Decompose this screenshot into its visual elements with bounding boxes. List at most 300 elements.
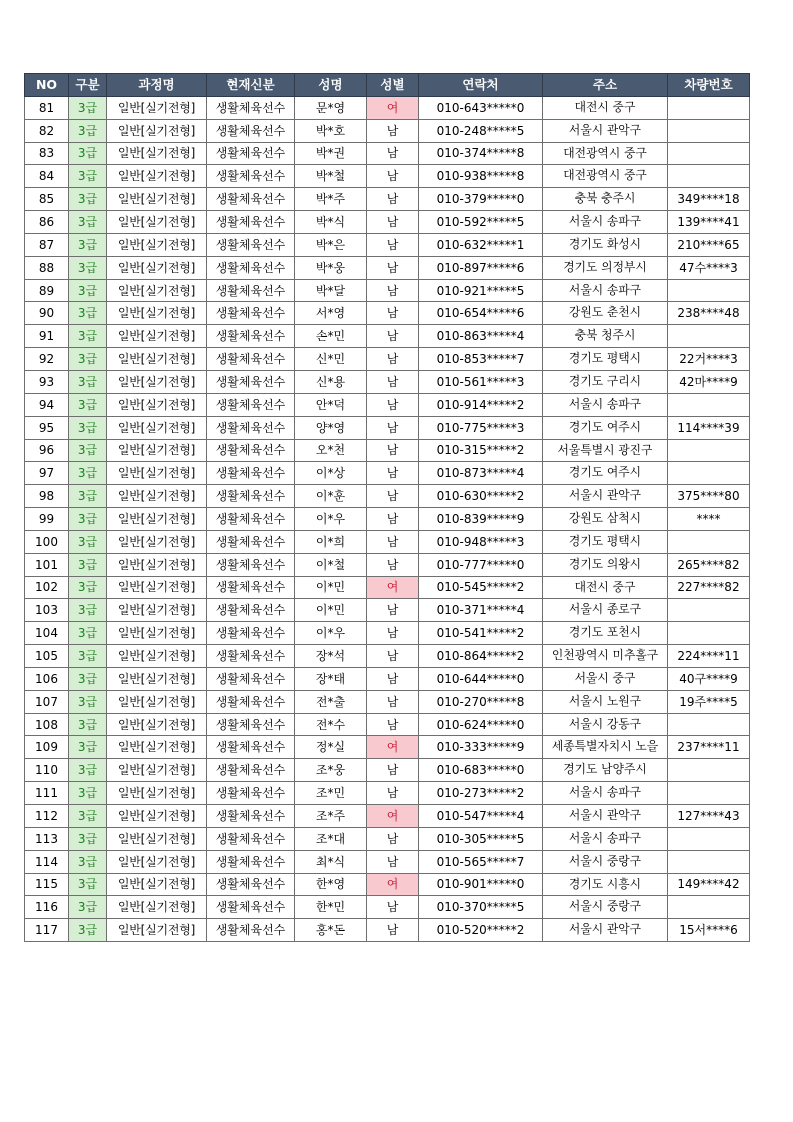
cell-course: 일반[실기전형] <box>107 805 207 828</box>
cell-course: 일반[실기전형] <box>107 325 207 348</box>
cell-address: 서울시 송파구 <box>543 782 668 805</box>
cell-course: 일반[실기전형] <box>107 393 207 416</box>
cell-name: 조*주 <box>295 805 367 828</box>
cell-no: 85 <box>25 188 69 211</box>
cell-name: 이*훈 <box>295 485 367 508</box>
cell-grade: 3급 <box>69 713 107 736</box>
table-row <box>25 302 750 325</box>
cell-gender: 남 <box>367 302 419 325</box>
cell-contact: 010-914*****2 <box>419 393 543 416</box>
cell-gender: 남 <box>367 142 419 165</box>
cell-vehicle: 238****48 <box>668 302 750 325</box>
cell-gender: 남 <box>367 370 419 393</box>
cell-grade: 3급 <box>69 393 107 416</box>
cell-grade: 3급 <box>69 256 107 279</box>
cell-vehicle <box>668 530 750 553</box>
cell-course: 일반[실기전형] <box>107 348 207 371</box>
cell-contact: 010-565*****7 <box>419 850 543 873</box>
cell-contact: 010-853*****7 <box>419 348 543 371</box>
cell-course: 일반[실기전형] <box>107 827 207 850</box>
cell-gender: 남 <box>367 416 419 439</box>
cell-gender: 남 <box>367 690 419 713</box>
cell-course: 일반[실기전형] <box>107 256 207 279</box>
cell-vehicle: 375****80 <box>668 485 750 508</box>
cell-course: 일반[실기전형] <box>107 690 207 713</box>
cell-status: 생활체육선수 <box>207 919 295 942</box>
cell-no: 93 <box>25 370 69 393</box>
cell-no: 92 <box>25 348 69 371</box>
cell-vehicle <box>668 393 750 416</box>
cell-gender: 남 <box>367 553 419 576</box>
cell-contact: 010-370*****5 <box>419 896 543 919</box>
cell-no: 115 <box>25 873 69 896</box>
cell-address: 경기도 의왕시 <box>543 553 668 576</box>
cell-status: 생활체육선수 <box>207 850 295 873</box>
cell-grade: 3급 <box>69 188 107 211</box>
cell-course: 일반[실기전형] <box>107 370 207 393</box>
cell-grade: 3급 <box>69 690 107 713</box>
cell-status: 생활체육선수 <box>207 645 295 668</box>
cell-no: 84 <box>25 165 69 188</box>
cell-course: 일반[실기전형] <box>107 667 207 690</box>
cell-course: 일반[실기전형] <box>107 462 207 485</box>
cell-no: 105 <box>25 645 69 668</box>
cell-contact: 010-839*****9 <box>419 508 543 531</box>
cell-course: 일반[실기전형] <box>107 782 207 805</box>
cell-gender: 남 <box>367 279 419 302</box>
cell-name: 장*석 <box>295 645 367 668</box>
cell-grade: 3급 <box>69 530 107 553</box>
cell-name: 신*민 <box>295 348 367 371</box>
cell-vehicle: 210****65 <box>668 233 750 256</box>
cell-address: 서울시 중랑구 <box>543 850 668 873</box>
cell-name: 이*민 <box>295 599 367 622</box>
cell-gender: 남 <box>367 348 419 371</box>
cell-address: 경기도 여주시 <box>543 462 668 485</box>
table-row <box>25 690 750 713</box>
cell-no: 117 <box>25 919 69 942</box>
cell-address: 대전광역시 중구 <box>543 142 668 165</box>
table-row <box>25 508 750 531</box>
cell-name: 박*권 <box>295 142 367 165</box>
cell-address: 서울시 강동구 <box>543 713 668 736</box>
cell-address: 서울시 관악구 <box>543 119 668 142</box>
cell-status: 생활체육선수 <box>207 279 295 302</box>
table-row <box>25 279 750 302</box>
cell-address: 대전광역시 중구 <box>543 165 668 188</box>
cell-contact: 010-541*****2 <box>419 622 543 645</box>
cell-no: 113 <box>25 827 69 850</box>
cell-name: 신*용 <box>295 370 367 393</box>
cell-contact: 010-683*****0 <box>419 759 543 782</box>
table-row <box>25 782 750 805</box>
cell-status: 생활체육선수 <box>207 142 295 165</box>
cell-course: 일반[실기전형] <box>107 759 207 782</box>
cell-name: 조*대 <box>295 827 367 850</box>
table-row <box>25 439 750 462</box>
cell-status: 생활체육선수 <box>207 188 295 211</box>
registration-table <box>24 73 750 942</box>
cell-name: 박*철 <box>295 165 367 188</box>
table-row <box>25 896 750 919</box>
table-row <box>25 805 750 828</box>
cell-status: 생활체육선수 <box>207 713 295 736</box>
cell-address: 서울시 송파구 <box>543 211 668 234</box>
cell-address: 대전시 중구 <box>543 576 668 599</box>
cell-status: 생활체육선수 <box>207 759 295 782</box>
table-row <box>25 622 750 645</box>
cell-gender: 남 <box>367 530 419 553</box>
cell-status: 생활체육선수 <box>207 119 295 142</box>
cell-name: 문*영 <box>295 96 367 119</box>
cell-vehicle <box>668 850 750 873</box>
cell-no: 87 <box>25 233 69 256</box>
cell-course: 일반[실기전형] <box>107 508 207 531</box>
header-name: 성명 <box>295 74 367 97</box>
cell-course: 일반[실기전형] <box>107 165 207 188</box>
cell-name: 최*식 <box>295 850 367 873</box>
cell-grade: 3급 <box>69 553 107 576</box>
cell-grade: 3급 <box>69 667 107 690</box>
cell-grade: 3급 <box>69 919 107 942</box>
cell-gender: 여 <box>367 576 419 599</box>
cell-address: 서울시 중랑구 <box>543 896 668 919</box>
cell-no: 104 <box>25 622 69 645</box>
cell-vehicle: 47수****3 <box>668 256 750 279</box>
cell-no: 97 <box>25 462 69 485</box>
cell-grade: 3급 <box>69 302 107 325</box>
cell-name: 이*희 <box>295 530 367 553</box>
cell-grade: 3급 <box>69 165 107 188</box>
cell-no: 91 <box>25 325 69 348</box>
cell-course: 일반[실기전형] <box>107 919 207 942</box>
cell-status: 생활체육선수 <box>207 348 295 371</box>
cell-name: 박*식 <box>295 211 367 234</box>
cell-address: 경기도 평택시 <box>543 530 668 553</box>
cell-address: 경기도 여주시 <box>543 416 668 439</box>
cell-status: 생활체육선수 <box>207 553 295 576</box>
cell-no: 101 <box>25 553 69 576</box>
cell-grade: 3급 <box>69 416 107 439</box>
cell-name: 박*은 <box>295 233 367 256</box>
cell-address: 서울시 송파구 <box>543 827 668 850</box>
header-vehicle: 차량번호 <box>668 74 750 97</box>
cell-contact: 010-273*****2 <box>419 782 543 805</box>
cell-no: 109 <box>25 736 69 759</box>
cell-gender: 남 <box>367 896 419 919</box>
cell-vehicle <box>668 462 750 485</box>
cell-course: 일반[실기전형] <box>107 622 207 645</box>
cell-name: 정*실 <box>295 736 367 759</box>
cell-contact: 010-545*****2 <box>419 576 543 599</box>
cell-grade: 3급 <box>69 805 107 828</box>
table-row <box>25 576 750 599</box>
cell-gender: 남 <box>367 759 419 782</box>
cell-gender: 남 <box>367 393 419 416</box>
table-row <box>25 211 750 234</box>
cell-vehicle: 127****43 <box>668 805 750 828</box>
cell-grade: 3급 <box>69 873 107 896</box>
cell-no: 100 <box>25 530 69 553</box>
cell-contact: 010-777*****0 <box>419 553 543 576</box>
cell-no: 82 <box>25 119 69 142</box>
cell-vehicle <box>668 96 750 119</box>
cell-vehicle: 237****11 <box>668 736 750 759</box>
cell-contact: 010-305*****5 <box>419 827 543 850</box>
cell-address: 충북 청주시 <box>543 325 668 348</box>
cell-no: 106 <box>25 667 69 690</box>
cell-address: 충북 충주시 <box>543 188 668 211</box>
cell-vehicle <box>668 759 750 782</box>
cell-gender: 여 <box>367 96 419 119</box>
cell-status: 생활체육선수 <box>207 325 295 348</box>
cell-status: 생활체육선수 <box>207 736 295 759</box>
cell-no: 108 <box>25 713 69 736</box>
cell-status: 생활체육선수 <box>207 462 295 485</box>
cell-vehicle <box>668 599 750 622</box>
cell-gender: 남 <box>367 485 419 508</box>
cell-course: 일반[실기전형] <box>107 233 207 256</box>
cell-no: 103 <box>25 599 69 622</box>
cell-status: 생활체육선수 <box>207 439 295 462</box>
cell-contact: 010-315*****2 <box>419 439 543 462</box>
cell-grade: 3급 <box>69 827 107 850</box>
cell-vehicle <box>668 896 750 919</box>
cell-contact: 010-901*****0 <box>419 873 543 896</box>
table-row <box>25 553 750 576</box>
cell-name: 박*호 <box>295 119 367 142</box>
cell-no: 102 <box>25 576 69 599</box>
cell-course: 일반[실기전형] <box>107 576 207 599</box>
cell-name: 박*주 <box>295 188 367 211</box>
cell-name: 양*영 <box>295 416 367 439</box>
cell-course: 일반[실기전형] <box>107 119 207 142</box>
table-row <box>25 165 750 188</box>
cell-address: 경기도 화성시 <box>543 233 668 256</box>
cell-gender: 남 <box>367 211 419 234</box>
cell-vehicle: 22거****3 <box>668 348 750 371</box>
cell-name: 박*달 <box>295 279 367 302</box>
cell-name: 손*민 <box>295 325 367 348</box>
cell-address: 경기도 의정부시 <box>543 256 668 279</box>
table-row <box>25 599 750 622</box>
cell-vehicle <box>668 782 750 805</box>
cell-status: 생활체육선수 <box>207 827 295 850</box>
cell-grade: 3급 <box>69 599 107 622</box>
cell-contact: 010-897*****6 <box>419 256 543 279</box>
cell-no: 112 <box>25 805 69 828</box>
cell-no: 99 <box>25 508 69 531</box>
table-row <box>25 188 750 211</box>
cell-no: 96 <box>25 439 69 462</box>
cell-grade: 3급 <box>69 119 107 142</box>
table-row <box>25 370 750 393</box>
cell-gender: 남 <box>367 713 419 736</box>
cell-gender: 남 <box>367 782 419 805</box>
cell-vehicle <box>668 119 750 142</box>
cell-contact: 010-644*****0 <box>419 667 543 690</box>
cell-address: 경기도 시흥시 <box>543 873 668 896</box>
cell-address: 서울시 관악구 <box>543 485 668 508</box>
cell-contact: 010-948*****3 <box>419 530 543 553</box>
cell-contact: 010-654*****6 <box>419 302 543 325</box>
cell-gender: 남 <box>367 188 419 211</box>
cell-name: 이*우 <box>295 508 367 531</box>
cell-gender: 남 <box>367 165 419 188</box>
cell-status: 생활체육선수 <box>207 370 295 393</box>
table-row <box>25 348 750 371</box>
cell-status: 생활체육선수 <box>207 599 295 622</box>
cell-status: 생활체육선수 <box>207 211 295 234</box>
header-course: 과정명 <box>107 74 207 97</box>
cell-name: 이*철 <box>295 553 367 576</box>
cell-grade: 3급 <box>69 576 107 599</box>
cell-status: 생활체육선수 <box>207 690 295 713</box>
cell-gender: 남 <box>367 919 419 942</box>
cell-course: 일반[실기전형] <box>107 599 207 622</box>
cell-course: 일반[실기전형] <box>107 279 207 302</box>
cell-course: 일반[실기전형] <box>107 713 207 736</box>
cell-name: 이*민 <box>295 576 367 599</box>
table-row <box>25 827 750 850</box>
cell-gender: 남 <box>367 850 419 873</box>
header-status: 현재신분 <box>207 74 295 97</box>
cell-contact: 010-561*****3 <box>419 370 543 393</box>
cell-address: 강원도 춘천시 <box>543 302 668 325</box>
cell-status: 생활체육선수 <box>207 805 295 828</box>
cell-vehicle: 149****42 <box>668 873 750 896</box>
cell-gender: 남 <box>367 439 419 462</box>
table-row <box>25 325 750 348</box>
cell-contact: 010-374*****8 <box>419 142 543 165</box>
cell-grade: 3급 <box>69 233 107 256</box>
cell-grade: 3급 <box>69 759 107 782</box>
cell-address: 강원도 삼척시 <box>543 508 668 531</box>
cell-course: 일반[실기전형] <box>107 873 207 896</box>
cell-address: 경기도 평택시 <box>543 348 668 371</box>
cell-no: 95 <box>25 416 69 439</box>
cell-course: 일반[실기전형] <box>107 530 207 553</box>
cell-address: 세종특별자치시 노을 <box>543 736 668 759</box>
cell-no: 88 <box>25 256 69 279</box>
table-row <box>25 667 750 690</box>
cell-no: 94 <box>25 393 69 416</box>
table-row <box>25 759 750 782</box>
cell-vehicle: 40구****9 <box>668 667 750 690</box>
cell-grade: 3급 <box>69 508 107 531</box>
cell-name: 안*덕 <box>295 393 367 416</box>
table-row <box>25 645 750 668</box>
cell-address: 경기도 포천시 <box>543 622 668 645</box>
cell-contact: 010-379*****0 <box>419 188 543 211</box>
cell-course: 일반[실기전형] <box>107 96 207 119</box>
cell-grade: 3급 <box>69 142 107 165</box>
cell-no: 81 <box>25 96 69 119</box>
cell-address: 서울시 송파구 <box>543 279 668 302</box>
cell-status: 생활체육선수 <box>207 256 295 279</box>
cell-no: 89 <box>25 279 69 302</box>
cell-name: 박*웅 <box>295 256 367 279</box>
cell-course: 일반[실기전형] <box>107 142 207 165</box>
cell-status: 생활체육선수 <box>207 96 295 119</box>
table-row <box>25 96 750 119</box>
cell-address: 서울시 송파구 <box>543 393 668 416</box>
cell-name: 이*우 <box>295 622 367 645</box>
cell-grade: 3급 <box>69 462 107 485</box>
cell-no: 110 <box>25 759 69 782</box>
cell-contact: 010-333*****9 <box>419 736 543 759</box>
cell-address: 경기도 남양주시 <box>543 759 668 782</box>
cell-grade: 3급 <box>69 850 107 873</box>
cell-contact: 010-632*****1 <box>419 233 543 256</box>
cell-gender: 남 <box>367 508 419 531</box>
cell-contact: 010-873*****4 <box>419 462 543 485</box>
cell-address: 서울시 종로구 <box>543 599 668 622</box>
header-grade: 구분 <box>69 74 107 97</box>
cell-contact: 010-643*****0 <box>419 96 543 119</box>
table-body <box>25 96 750 941</box>
cell-name: 이*상 <box>295 462 367 485</box>
cell-contact: 010-520*****2 <box>419 919 543 942</box>
cell-no: 98 <box>25 485 69 508</box>
cell-grade: 3급 <box>69 736 107 759</box>
cell-status: 생활체육선수 <box>207 485 295 508</box>
table-row <box>25 233 750 256</box>
cell-vehicle: 349****18 <box>668 188 750 211</box>
cell-vehicle <box>668 622 750 645</box>
cell-contact: 010-863*****4 <box>419 325 543 348</box>
cell-no: 83 <box>25 142 69 165</box>
cell-vehicle: 15서****6 <box>668 919 750 942</box>
cell-vehicle: 227****82 <box>668 576 750 599</box>
cell-grade: 3급 <box>69 485 107 508</box>
cell-vehicle <box>668 142 750 165</box>
cell-gender: 남 <box>367 667 419 690</box>
cell-vehicle: 224****11 <box>668 645 750 668</box>
cell-contact: 010-592*****5 <box>419 211 543 234</box>
cell-course: 일반[실기전형] <box>107 850 207 873</box>
cell-course: 일반[실기전형] <box>107 439 207 462</box>
table-row <box>25 919 750 942</box>
cell-status: 생활체육선수 <box>207 576 295 599</box>
cell-vehicle <box>668 827 750 850</box>
cell-status: 생활체육선수 <box>207 302 295 325</box>
cell-gender: 여 <box>367 736 419 759</box>
cell-vehicle: 114****39 <box>668 416 750 439</box>
cell-status: 생활체육선수 <box>207 782 295 805</box>
cell-course: 일반[실기전형] <box>107 485 207 508</box>
cell-name: 조*민 <box>295 782 367 805</box>
cell-contact: 010-270*****8 <box>419 690 543 713</box>
table-row <box>25 256 750 279</box>
cell-contact: 010-938*****8 <box>419 165 543 188</box>
cell-course: 일반[실기전형] <box>107 302 207 325</box>
cell-name: 조*웅 <box>295 759 367 782</box>
cell-vehicle <box>668 713 750 736</box>
cell-contact: 010-371*****4 <box>419 599 543 622</box>
cell-gender: 남 <box>367 599 419 622</box>
cell-vehicle <box>668 325 750 348</box>
cell-contact: 010-775*****3 <box>419 416 543 439</box>
cell-course: 일반[실기전형] <box>107 896 207 919</box>
cell-vehicle: 265****82 <box>668 553 750 576</box>
cell-contact: 010-630*****2 <box>419 485 543 508</box>
cell-grade: 3급 <box>69 279 107 302</box>
cell-course: 일반[실기전형] <box>107 736 207 759</box>
table-row <box>25 462 750 485</box>
cell-no: 86 <box>25 211 69 234</box>
cell-status: 생활체육선수 <box>207 667 295 690</box>
